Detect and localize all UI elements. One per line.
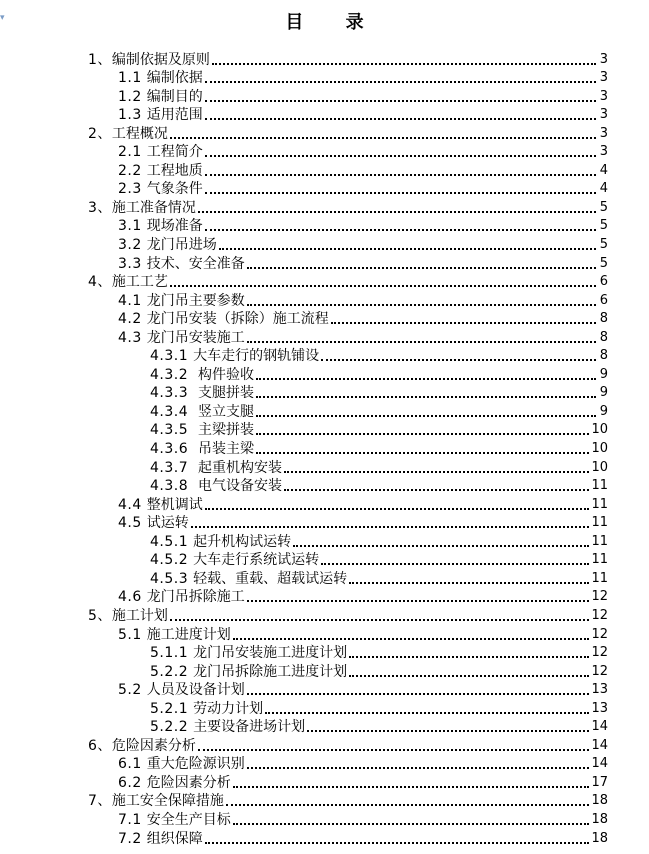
- toc-entry-number: 1.3: [118, 107, 147, 124]
- toc-leader-dots: [265, 712, 589, 714]
- toc-entry[interactable]: [0, 49, 649, 68]
- toc-entry-page: 10: [591, 459, 608, 475]
- toc-leader-dots: [233, 638, 590, 640]
- toc-entry-title: 竖立支腿: [198, 403, 255, 420]
- toc-entry[interactable]: [0, 179, 649, 198]
- toc-entry-number: 3.3: [118, 255, 147, 272]
- toc-entry-page: 5: [599, 199, 608, 215]
- toc-entry-page: 3: [599, 107, 608, 123]
- toc-entry-number: 4.4: [118, 496, 147, 513]
- toc-entry-page: 11: [591, 515, 608, 531]
- toc-entry-page: 12: [591, 607, 608, 623]
- toc-entry-page: 18: [591, 793, 608, 809]
- toc-entry[interactable]: [0, 420, 649, 439]
- toc-entry[interactable]: [0, 197, 649, 216]
- toc-entry-number: 4.1: [118, 292, 147, 309]
- toc-entry-page: 5: [599, 218, 608, 234]
- toc-entry-number: 5、: [88, 607, 112, 624]
- toc-entry[interactable]: [0, 531, 649, 550]
- toc-leader-dots: [170, 619, 590, 621]
- toc-entry-number: 2、: [88, 125, 112, 142]
- toc-leader-dots: [233, 786, 590, 788]
- toc-entry[interactable]: [0, 698, 649, 717]
- toc-entry[interactable]: [0, 476, 649, 495]
- toc-entry[interactable]: [0, 828, 649, 847]
- toc-leader-dots: [219, 248, 596, 250]
- toc-entry[interactable]: [0, 68, 649, 87]
- toc-entry-page: 11: [591, 478, 608, 494]
- toc-leader-dots: [205, 81, 596, 83]
- toc-entry-title: 重大危险源识别: [146, 756, 245, 773]
- toc-leader-dots: [256, 433, 589, 435]
- toc-entry-page: 12: [591, 645, 608, 661]
- toc-leader-dots: [321, 359, 596, 361]
- toc-entry-number: 5.2.2: [150, 663, 194, 680]
- toc-entry[interactable]: [0, 438, 649, 457]
- toc-entry-number: 4.2: [118, 311, 147, 328]
- toc-entry-page: 18: [591, 830, 608, 846]
- toc-entry[interactable]: [0, 661, 649, 680]
- toc-leader-dots: [247, 341, 596, 343]
- toc-entry-title: 主梁拼装: [198, 422, 255, 439]
- toc-entry-title: 起重机构安装: [198, 459, 283, 476]
- toc-entry-title: 施工进度计划: [146, 626, 231, 643]
- toc-entry-number: 4.5: [118, 515, 147, 532]
- toc-entry[interactable]: [0, 327, 649, 346]
- toc-entry-number: 7、: [88, 793, 112, 810]
- toc-leader-dots: [198, 211, 596, 213]
- toc-entry-page: 14: [591, 756, 608, 772]
- toc-leader-dots: [205, 842, 590, 844]
- toc-leader-dots: [256, 452, 589, 454]
- toc-entry-title: 龙门吊进场: [146, 237, 217, 254]
- toc-entry-title: 主要设备进场计划: [193, 719, 306, 736]
- toc-entry-title: 龙门吊安装施工进度计划: [193, 645, 348, 662]
- toc-entry[interactable]: [0, 587, 649, 606]
- toc-entry-title: 轻载、重载、超载试运转: [193, 570, 348, 587]
- toc-entry-number: 6、: [88, 737, 112, 754]
- toc-entry-page: 4: [599, 181, 608, 197]
- toc-entry-title: 试运转: [146, 515, 189, 532]
- toc-entry-page: 18: [591, 811, 608, 827]
- toc-entry-number: 1.1: [118, 70, 147, 87]
- toc-entry-number: 7.2: [118, 830, 147, 847]
- toc-entry[interactable]: [0, 494, 649, 513]
- toc-entry-title: 施工准备情况: [111, 199, 196, 216]
- toc-entry[interactable]: [0, 272, 649, 291]
- toc-entry-number: 4、: [88, 274, 112, 291]
- toc-entry-page: 6: [599, 292, 608, 308]
- toc-leader-dots: [205, 508, 590, 510]
- toc-entry-page: 3: [599, 125, 608, 141]
- toc-entry-page: 11: [591, 496, 608, 512]
- toc-entry[interactable]: [0, 568, 649, 587]
- toc-entry[interactable]: [0, 105, 649, 124]
- toc-leader-dots: [256, 415, 596, 417]
- toc-entry-title: 构件验收: [198, 366, 255, 383]
- table-of-contents: [0, 49, 649, 847]
- toc-entry[interactable]: [0, 401, 649, 420]
- toc-entry-number: 2.1: [118, 144, 147, 161]
- toc-entry-title: 大车走行系统试运转: [193, 552, 320, 569]
- toc-leader-dots: [349, 675, 589, 677]
- toc-entry[interactable]: [0, 364, 649, 383]
- toc-entry-number: 1、: [88, 51, 112, 68]
- toc-entry-number: 7.1: [118, 811, 147, 828]
- toc-entry[interactable]: [0, 680, 649, 699]
- toc-entry-number: 5.2.2: [150, 719, 194, 736]
- toc-entry-title: 电气设备安装: [198, 478, 283, 495]
- toc-leader-dots: [205, 118, 596, 120]
- toc-entry-number: 4.5.1: [150, 533, 194, 550]
- toc-leader-dots: [170, 137, 596, 139]
- toc-entry-title: 整机调试: [146, 496, 203, 513]
- toc-entry[interactable]: [0, 86, 649, 105]
- page-title: 目 录: [285, 12, 382, 33]
- toc-leader-dots: [226, 804, 590, 806]
- toc-entry-title: 安全生产目标: [146, 811, 231, 828]
- toc-entry-page: 11: [591, 552, 608, 568]
- toc-leader-dots: [198, 749, 590, 751]
- toc-entry[interactable]: [0, 754, 649, 773]
- toc-entry-title: 技术、安全准备: [146, 255, 245, 272]
- toc-entry-title: 工程地质: [146, 162, 203, 179]
- toc-entry-title: 龙门吊安装（拆除）施工流程: [146, 311, 329, 328]
- toc-entry-page: 9: [599, 385, 608, 401]
- toc-entry-number: 5.1.1: [150, 645, 194, 662]
- toc-leader-dots: [233, 823, 590, 825]
- toc-entry-page: 3: [599, 51, 608, 67]
- toc-entry-number: 1.2: [118, 88, 147, 105]
- toc-entry-page: 10: [591, 422, 608, 438]
- toc-leader-dots: [205, 155, 596, 157]
- toc-leader-dots: [256, 378, 596, 380]
- toc-entry-page: 3: [599, 70, 608, 86]
- toc-entry-title: 组织保障: [146, 830, 203, 847]
- toc-leader-dots: [212, 63, 596, 65]
- toc-entry-title: 大车走行的钢轨铺设: [193, 348, 320, 365]
- toc-entry-page: 8: [599, 348, 608, 364]
- toc-leader-dots: [247, 767, 590, 769]
- toc-entry[interactable]: [0, 123, 649, 142]
- toc-entry-title: 龙门吊拆除施工进度计划: [193, 663, 348, 680]
- toc-entry-number: 4.3.2: [150, 366, 199, 383]
- toc-entry-page: 5: [599, 255, 608, 271]
- toc-entry-page: 8: [599, 329, 608, 345]
- toc-entry-number: 4.3.1: [150, 348, 194, 365]
- toc-entry-title: 编制依据及原则: [111, 51, 210, 68]
- toc-entry-number: 4.5.2: [150, 552, 194, 569]
- toc-entry[interactable]: [0, 735, 649, 754]
- toc-entry-title: 人员及设备计划: [146, 682, 245, 699]
- toc-entry[interactable]: [0, 142, 649, 161]
- toc-entry-page: 11: [591, 533, 608, 549]
- toc-entry[interactable]: [0, 309, 649, 328]
- toc-entry[interactable]: [0, 346, 649, 365]
- toc-leader-dots: [205, 100, 596, 102]
- toc-entry-title: 工程概况: [111, 125, 168, 142]
- toc-entry-title: 编制依据: [146, 70, 203, 87]
- toc-entry-number: 4.3: [118, 329, 147, 346]
- toc-entry-title: 危险因素分析: [146, 774, 231, 791]
- toc-entry-page: 5: [599, 237, 608, 253]
- toc-leader-dots: [247, 267, 596, 269]
- toc-entry-page: 17: [591, 774, 608, 790]
- toc-leader-dots: [293, 545, 589, 547]
- toc-entry[interactable]: [0, 605, 649, 624]
- toc-entry-title: 适用范围: [146, 107, 203, 124]
- toc-entry-title: 劳动力计划: [193, 700, 264, 717]
- toc-entry-page: 3: [599, 144, 608, 160]
- toc-entry[interactable]: [0, 643, 649, 662]
- toc-leader-dots: [247, 304, 596, 306]
- toc-entry-title: 工程简介: [146, 144, 203, 161]
- toc-entry-number: 6.1: [118, 756, 147, 773]
- toc-entry-number: 3.1: [118, 218, 147, 235]
- toc-entry-number: 5.2.1: [150, 700, 194, 717]
- toc-entry-page: 4: [599, 162, 608, 178]
- toc-entry[interactable]: [0, 234, 649, 253]
- toc-entry-page: 12: [591, 626, 608, 642]
- toc-entry-title: 气象条件: [146, 181, 203, 198]
- toc-entry-number: 3、: [88, 199, 112, 216]
- toc-entry-title: 施工工艺: [111, 274, 168, 291]
- toc-leader-dots: [247, 600, 590, 602]
- toc-entry[interactable]: [0, 160, 649, 179]
- toc-entry-number: 4.3.5: [150, 422, 199, 439]
- toc-leader-dots: [205, 174, 596, 176]
- corner-marker-icon: ▾: [0, 13, 5, 23]
- toc-entry-page: 6: [599, 274, 608, 290]
- toc-entry-page: 3: [599, 88, 608, 104]
- toc-entry-number: 4.3.8: [150, 478, 199, 495]
- toc-leader-dots: [284, 471, 589, 473]
- toc-leader-dots: [205, 192, 596, 194]
- toc-entry-page: 12: [591, 589, 608, 605]
- toc-leader-dots: [170, 285, 596, 287]
- toc-entry[interactable]: [0, 253, 649, 272]
- toc-entry-number: 4.3.6: [150, 441, 199, 458]
- toc-entry-number: 4.3.4: [150, 403, 199, 420]
- toc-entry[interactable]: [0, 772, 649, 791]
- toc-leader-dots: [331, 322, 596, 324]
- toc-entry-page: 9: [599, 403, 608, 419]
- toc-entry[interactable]: [0, 624, 649, 643]
- toc-entry-number: 6.2: [118, 774, 147, 791]
- toc-entry-page: 8: [599, 311, 608, 327]
- toc-entry-title: 龙门吊安装施工: [146, 329, 245, 346]
- toc-entry[interactable]: [0, 791, 649, 810]
- toc-entry[interactable]: [0, 383, 649, 402]
- toc-entry-number: 5.1: [118, 626, 147, 643]
- toc-entry[interactable]: [0, 457, 649, 476]
- toc-entry-page: 14: [591, 737, 608, 753]
- toc-leader-dots: [321, 563, 589, 565]
- toc-entry-title: 现场准备: [146, 218, 203, 235]
- toc-entry[interactable]: [0, 717, 649, 736]
- toc-entry-page: 11: [591, 570, 608, 586]
- toc-entry-title: 施工安全保障措施: [111, 793, 224, 810]
- toc-entry-page: 14: [591, 719, 608, 735]
- toc-entry-title: 起升机构试运转: [193, 533, 292, 550]
- toc-entry-title: 支腿拼装: [198, 385, 255, 402]
- toc-entry[interactable]: [0, 513, 649, 532]
- toc-entry-number: 2.3: [118, 181, 147, 198]
- toc-entry-number: 4.6: [118, 589, 147, 606]
- toc-leader-dots: [284, 489, 589, 491]
- toc-entry-page: 12: [591, 663, 608, 679]
- toc-entry-number: 5.2: [118, 682, 147, 699]
- toc-entry-title: 吊装主梁: [198, 441, 255, 458]
- toc-leader-dots: [307, 730, 589, 732]
- toc-entry-number: 4.3.3: [150, 385, 199, 402]
- toc-entry-title: 施工计划: [111, 607, 168, 624]
- toc-entry-title: 危险因素分析: [111, 737, 196, 754]
- toc-entry[interactable]: [0, 216, 649, 235]
- toc-entry-number: 2.2: [118, 162, 147, 179]
- toc-entry-page: 10: [591, 441, 608, 457]
- toc-leader-dots: [191, 526, 590, 528]
- toc-entry-title: 龙门吊主要参数: [146, 292, 245, 309]
- toc-entry-number: 4.3.7: [150, 459, 199, 476]
- toc-leader-dots: [349, 582, 589, 584]
- toc-entry-number: 3.2: [118, 237, 147, 254]
- toc-entry-title: 编制目的: [146, 88, 203, 105]
- toc-entry[interactable]: [0, 290, 649, 309]
- toc-leader-dots: [205, 229, 596, 231]
- toc-entry-page: 13: [591, 682, 608, 698]
- toc-leader-dots: [247, 693, 590, 695]
- toc-entry[interactable]: [0, 550, 649, 569]
- toc-entry-page: 9: [599, 366, 608, 382]
- toc-entry-title: 龙门吊拆除施工: [146, 589, 245, 606]
- toc-entry[interactable]: [0, 809, 649, 828]
- toc-leader-dots: [349, 656, 589, 658]
- toc-leader-dots: [256, 396, 596, 398]
- toc-entry-number: 4.5.3: [150, 570, 194, 587]
- toc-entry-page: 13: [591, 700, 608, 716]
